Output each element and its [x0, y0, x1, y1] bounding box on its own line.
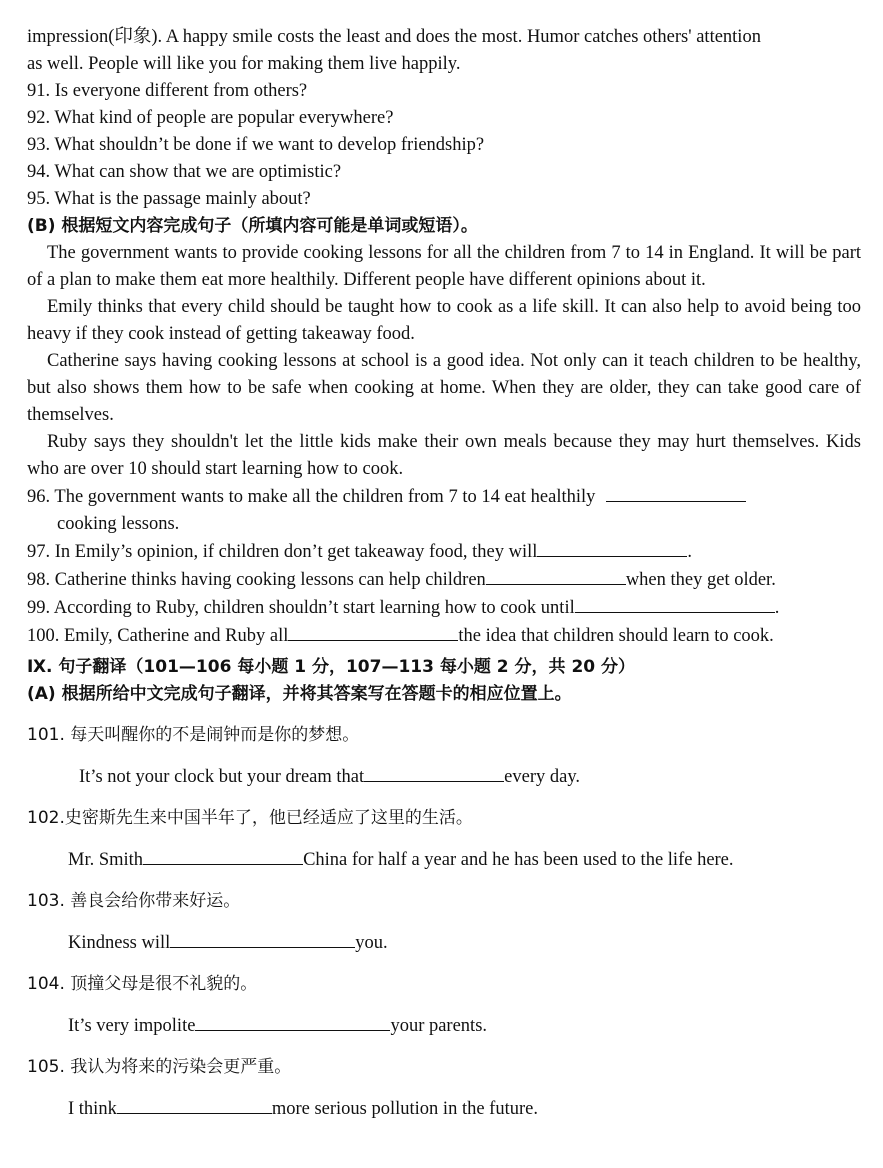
- question-96-cont: cooking lessons.: [57, 514, 180, 534]
- translation-105-text: I think: [68, 1099, 117, 1119]
- answer-blank-103[interactable]: [170, 929, 355, 948]
- question-97: [27, 538, 861, 566]
- question-97-end: .: [687, 542, 692, 562]
- passage-b-paragraph: Emily thinks that every child should be taught how to cook as a life skill. It can also help to avoid being too heavy if they cook instead of getting takeaway food.: [27, 297, 861, 344]
- translation-102: [27, 846, 861, 874]
- translation-101: [27, 763, 861, 791]
- question-98-text: 98. Catherine thinks having cooking lessons can help children: [27, 570, 486, 590]
- translation-104-text: It’s very impolite: [68, 1016, 196, 1036]
- translation-101-chinese: 101. 每天叫醒你的不是闹钟而是你的梦想。: [27, 725, 360, 745]
- question-97-text: 97. In Emily’s opinion, if children don’t get takeaway food, they will: [27, 542, 538, 562]
- answer-blank-102[interactable]: [143, 846, 303, 865]
- answer-blank-100[interactable]: [288, 622, 458, 641]
- translation-105-chinese: 105. 我认为将来的污染会更严重。: [27, 1057, 292, 1077]
- passage-b-paragraph: Catherine says having cooking lessons at school is a good idea. Not only can it teach children to be healthy, but also shows them how to be safe when cooking at home. When they are older, they can take good care of themselves.: [27, 351, 861, 425]
- translation-102-text: Mr. Smith: [68, 850, 144, 870]
- section-9-heading: Ⅸ. 句子翻译（101—106 每小题 1 分，107—113 每小题 2 分，共 20 分）: [27, 657, 636, 677]
- exam-page: [27, 24, 861, 1123]
- question-92: 92. What kind of people are popular everywhere?: [27, 108, 394, 128]
- question-98-end: when they get older.: [625, 570, 776, 590]
- translation-101-text: It’s not your clock but your dream that: [79, 767, 365, 787]
- translation-103-end: you.: [355, 933, 388, 953]
- passage-line: as well. People will like you for making them live happily.: [27, 54, 461, 74]
- answer-blank-104[interactable]: [195, 1012, 390, 1031]
- question-99: [27, 594, 861, 622]
- answer-blank-97[interactable]: [537, 538, 687, 557]
- question-100-text: 100. Emily, Catherine and Ruby all: [27, 626, 289, 646]
- translation-102-end: China for half a year and he has been used to the life here.: [303, 850, 734, 870]
- translation-105-end: more serious pollution in the future.: [271, 1099, 538, 1119]
- question-94: 94. What can show that we are optimistic?: [27, 162, 342, 182]
- question-95: 95. What is the passage mainly about?: [27, 189, 311, 209]
- passage-b-paragraph: The government wants to provide cooking lessons for all the children from 7 to 14 in England. It will be part of a plan to make them eat more healthily. Different people have different opinions about it.: [27, 243, 861, 290]
- answer-blank-105[interactable]: [117, 1095, 272, 1114]
- answer-blank-96[interactable]: [606, 483, 746, 502]
- question-91: 91. Is everyone different from others?: [27, 81, 308, 101]
- translation-104-chinese: 104. 顶撞父母是很不礼貌的。: [27, 974, 258, 994]
- translation-103-chinese: 103. 善良会给你带来好运。: [27, 891, 241, 911]
- question-96-text: 96. The government wants to make all the children from 7 to 14 eat healthily: [27, 487, 596, 507]
- question-93: 93. What shouldn’t be done if we want to develop friendship?: [27, 135, 485, 155]
- section-9a-heading: (A) 根据所给中文完成句子翻译，并将其答案写在答题卡的相应位置上。: [27, 684, 572, 704]
- question-100-end: the idea that children should learn to cook.: [458, 626, 774, 646]
- answer-blank-99[interactable]: [575, 594, 775, 613]
- section-b-heading: (B) 根据短文内容完成句子（所填内容可能是单词或短语）。: [27, 216, 478, 236]
- answer-blank-101[interactable]: [364, 763, 504, 782]
- translation-101-end: every day.: [504, 767, 580, 787]
- translation-104-end: your parents.: [390, 1016, 488, 1036]
- question-96: [27, 483, 861, 511]
- translation-103: [27, 929, 861, 957]
- question-99-text: 99. According to Ruby, children shouldn’t start learning how to cook until: [27, 598, 575, 618]
- question-99-end: .: [774, 598, 780, 618]
- passage-line: impression(印象). A happy smile costs the least and does the most. Humor catches others' attention: [27, 27, 761, 47]
- translation-102-chinese: 102.史密斯先生来中国半年了，他已经适应了这里的生活。: [27, 808, 473, 828]
- question-100: [27, 622, 861, 650]
- translation-105: [27, 1095, 861, 1123]
- question-98: [27, 566, 861, 594]
- passage-b-paragraph: Ruby says they shouldn't let the little kids make their own meals because they may hurt themselves. Kids who are over 10 should start learning how to cook.: [27, 432, 861, 479]
- answer-blank-98[interactable]: [486, 566, 626, 585]
- translation-103-text: Kindness will: [68, 933, 171, 953]
- translation-104: [27, 1012, 861, 1040]
